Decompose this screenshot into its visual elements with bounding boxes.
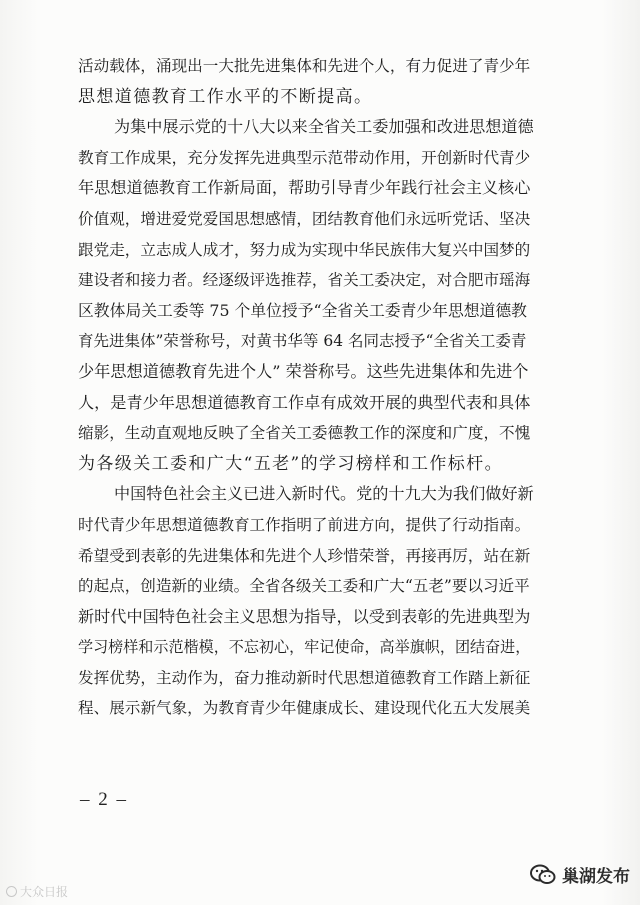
text-line: 新时代中国特色社会主义思想为指导，以受到表彰的先进典型为 bbox=[78, 606, 531, 626]
text-line: 为各级关工委和广大“五老”的学习榜样和工作标杆。 bbox=[78, 453, 503, 474]
text-line: 的起点，创造新的业绩。全省各级关工委和广大“五老”要以习近平 bbox=[78, 577, 530, 596]
text-line: 少年思想道德教育先进个人” 荣誉称号。这些先进集体和先进个 bbox=[78, 361, 529, 381]
text-line: 时代青少年思想道德教育工作指明了前进方向，提供了行动指南。 bbox=[78, 515, 531, 534]
text-line: 人，是青少年思想道德教育工作卓有成效开展的典型代表和具体 bbox=[78, 392, 531, 412]
text-line: 建设者和接力者。经逐级评选推荐，省关工委决定，对合肥市瑶海 bbox=[78, 271, 531, 290]
text-line: 发挥优势，主动作为，奋力推动新时代思想道德教育工作踏上新征 bbox=[78, 668, 531, 687]
watermark-left-text: 大众日报 bbox=[20, 885, 69, 899]
text-line: 希望受到表彰的先进集体和先进个人珍惜荣誉，再接再厉，站在新 bbox=[78, 546, 531, 565]
text-line: 程、展示新气象，为教育青少年健康成长、建设现代化五大发展美 bbox=[78, 699, 531, 718]
wechat-icon bbox=[530, 864, 556, 886]
text-line: 育先进集体”荣誉称号，对黄书华等 64 名同志授予“全省关工委青 bbox=[78, 332, 527, 351]
watermark-left bbox=[6, 883, 68, 900]
text-line: 中国特色社会主义已进入新时代。党的十九大为我们做好新 bbox=[114, 484, 534, 504]
page-number: – 2 – bbox=[80, 789, 128, 810]
text-line: 活动载体，涌现出一大批先进集体和先进个人，有力促进了青少年 bbox=[78, 57, 531, 75]
watermark-circle-icon bbox=[6, 886, 17, 897]
watermark-right-text: 巢湖发布 bbox=[562, 867, 630, 887]
text-line: 年思想道德教育工作新局面，帮助引导青少年践行社会主义核心 bbox=[78, 178, 531, 198]
document-body bbox=[78, 51, 568, 724]
watermark-right bbox=[530, 862, 630, 887]
text-line: 学习榜样和示范楷模，不忘初心，牢记使命，高举旗帜，团结奋进， bbox=[78, 638, 531, 657]
text-line: 为集中展示党的十八大以来全省关工委加强和改进思想道德 bbox=[114, 117, 534, 137]
text-line: 思想道德教育工作水平的不断提高。 bbox=[78, 86, 373, 107]
text-line: 教育工作成果，充分发挥先进典型示范带动作用，开创新时代青少 bbox=[78, 148, 531, 167]
text-line: 价值观，增进爱党爱国思想感情，团结教育他们永远听党话、坚决 bbox=[78, 209, 531, 228]
text-line: 跟党走，立志成人成才，努力成为实现中华民族伟大复兴中国梦的 bbox=[78, 240, 531, 259]
text-line: 缩影，生动直观地反映了全省关工委德教工作的深度和广度，不愧 bbox=[78, 424, 531, 443]
text-line: 区教体局关工委等 75 个单位授予“全省关工委青少年思想道德教 bbox=[78, 300, 527, 320]
